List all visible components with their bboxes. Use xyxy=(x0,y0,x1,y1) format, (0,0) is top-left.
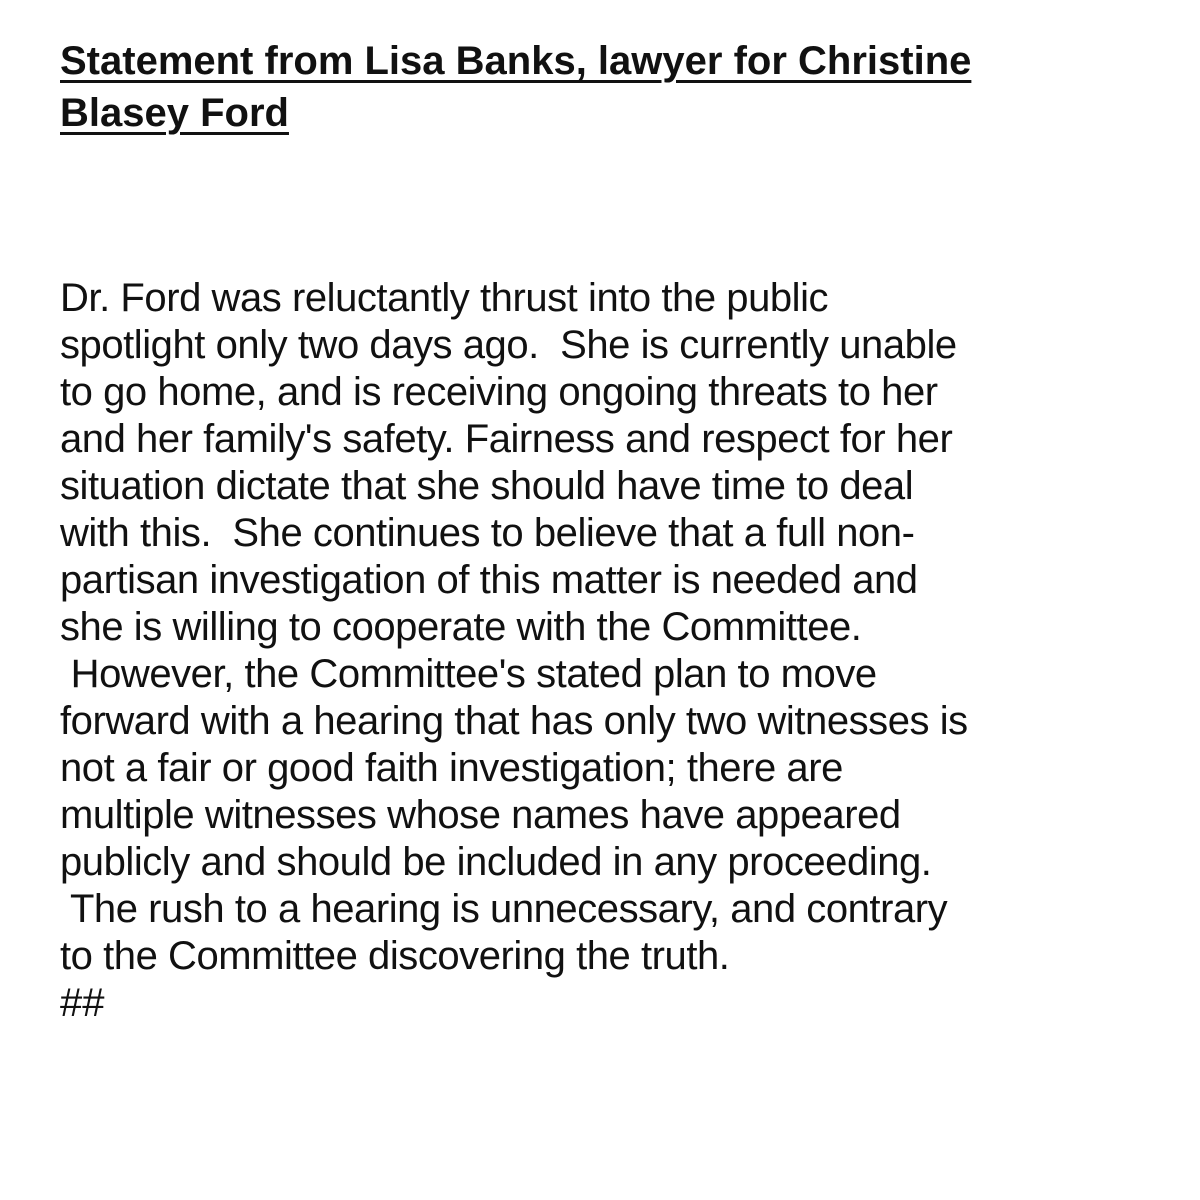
body-line-8: she is willing to cooperate with the Committee. xyxy=(60,605,862,649)
body-line-4: and her family's safety. Fairness and respect for her xyxy=(60,417,953,461)
end-mark: ## xyxy=(60,981,105,1025)
body-line-6: with this. She continues to believe that a full non- xyxy=(60,511,915,555)
title-line-1: Statement from Lisa Banks, lawyer for Christine xyxy=(60,39,972,83)
body-line-12: multiple witnesses whose names have appeared xyxy=(60,793,901,837)
title-line-2: Blasey Ford xyxy=(60,91,289,135)
body-line-11: not a fair or good faith investigation; there are xyxy=(60,746,843,790)
body-line-13: publicly and should be included in any proceeding. xyxy=(60,840,932,884)
body-line-3: to go home, and is receiving ongoing threats to her xyxy=(60,370,938,414)
body-line-15: to the Committee discovering the truth. xyxy=(60,934,730,978)
body-line-5: situation dictate that she should have time to deal xyxy=(60,464,914,508)
body-line-7: partisan investigation of this matter is needed and xyxy=(60,558,918,602)
body-line-9: However, the Committee's stated plan to move xyxy=(60,652,877,696)
body-line-1: Dr. Ford was reluctantly thrust into the public xyxy=(60,276,829,320)
statement-title xyxy=(60,35,1160,139)
statement-body xyxy=(60,275,1160,1027)
body-line-2: spotlight only two days ago. She is currently unable xyxy=(60,323,957,367)
body-line-14: The rush to a hearing is unnecessary, and contrary xyxy=(60,887,948,931)
body-line-10: forward with a hearing that has only two witnesses is xyxy=(60,699,968,743)
statement-document xyxy=(60,35,1160,1027)
